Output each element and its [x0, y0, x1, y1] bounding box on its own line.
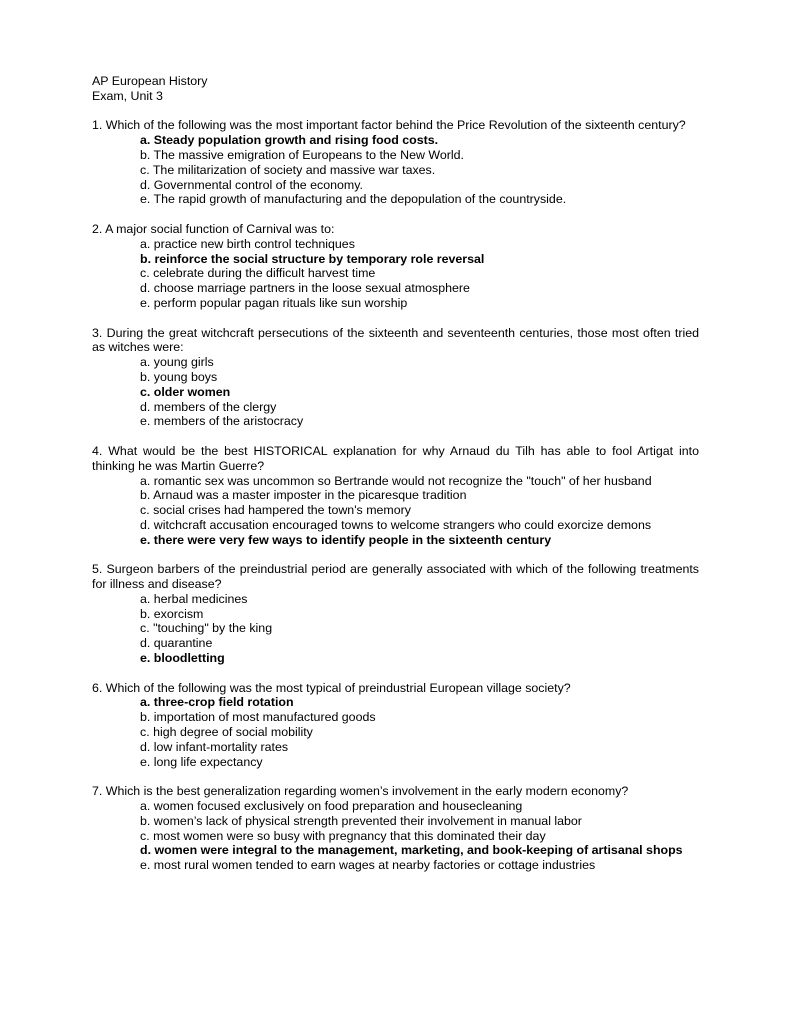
answer-option-c-correct: c. older women: [140, 384, 231, 399]
answer-option-b: b. importation of most manufactured goods: [140, 710, 376, 725]
answer-option-a: a. women focused exclusively on food preparation and housecleaning: [140, 799, 523, 814]
answer-option-b: b. The massive emigration of Europeans to the New World.: [140, 147, 464, 162]
exam-title: Exam, Unit 3: [92, 88, 163, 103]
answer-option-c: c. The militarization of society and massive war taxes.: [140, 162, 436, 177]
answer-option-a: a. herbal medicines: [140, 591, 248, 606]
question-text: 7. Which is the best generalization regarding women’s involvement in the early modern economy?: [92, 784, 629, 799]
answer-option-d: d. Governmental control of the economy.: [140, 177, 363, 192]
question-text: 3. During the great witchcraft persecutions of the sixteenth and seventeenth centuries, those most often tried as witches were:: [92, 325, 699, 355]
answer-option-e: e. most rural women tended to earn wages at nearby factories or cottage industries: [140, 858, 596, 873]
answer-option-a-correct: a. three-crop field rotation: [140, 695, 294, 710]
answer-options: [92, 695, 699, 769]
answer-options: [92, 355, 699, 429]
question-5: [92, 562, 699, 666]
answer-option-b: b. exorcism: [140, 606, 204, 621]
answer-option-b-correct: b. reinforce the social structure by temporary role reversal: [140, 251, 485, 266]
answer-option-e: e. perform popular pagan rituals like sun worship: [140, 295, 408, 310]
answer-options: [92, 133, 699, 207]
document-header: [92, 74, 699, 104]
answer-option-d: d. quarantine: [140, 636, 213, 651]
answer-option-d: d. witchcraft accusation encouraged towns to welcome strangers who could exorcize demons: [140, 517, 652, 532]
answer-option-c: c. most women were so busy with pregnancy that this dominated their day: [140, 828, 546, 843]
question-1: [92, 118, 699, 207]
answer-option-e: e. long life expectancy: [140, 754, 263, 769]
question-7: [92, 784, 699, 873]
answer-option-b: b. young boys: [140, 369, 218, 384]
answer-options: [92, 799, 699, 873]
answer-option-e-correct: e. there were very few ways to identify people in the sixteenth century: [140, 532, 552, 547]
course-title: AP European History: [92, 74, 208, 88]
question-4: [92, 444, 699, 548]
answer-option-e: e. members of the aristocracy: [140, 414, 304, 429]
answer-option-d-correct: d. women were integral to the management, marketing, and book-keeping of artisanal shops: [140, 843, 683, 858]
question-text: 4. What would be the best HISTORICAL explanation for why Arnaud du Tilh has able to fool Artigat into thinking he was Martin Guerre?: [92, 443, 699, 473]
question-text: 1. Which of the following was the most important factor behind the Price Revolution of the sixteenth century?: [92, 118, 686, 133]
question-text: 5. Surgeon barbers of the preindustrial period are generally associated with which of the following treatments for illness and disease?: [92, 562, 699, 592]
question-text: 6. Which of the following was the most typical of preindustrial European village society?: [92, 680, 571, 695]
answer-option-d: d. members of the clergy: [140, 399, 277, 414]
question-text: 2. A major social function of Carnival was to:: [92, 221, 335, 236]
answer-option-b: b. Arnaud was a master imposter in the picaresque tradition: [140, 488, 467, 503]
answer-option-a: a. practice new birth control techniques: [140, 236, 355, 251]
answer-option-e: e. The rapid growth of manufacturing and the depopulation of the countryside.: [140, 192, 567, 207]
question-3: [92, 326, 699, 430]
answer-options: [92, 474, 699, 548]
question-2: [92, 222, 699, 311]
question-6: [92, 681, 699, 770]
answer-option-d: d. low infant-mortality rates: [140, 739, 289, 754]
answer-option-c: c. "touching" by the king: [140, 621, 273, 636]
answer-options: [92, 237, 699, 311]
answer-option-a-correct: a. Steady population growth and rising food costs.: [140, 133, 439, 148]
answer-option-a: a. young girls: [140, 355, 214, 370]
answer-option-c: c. celebrate during the difficult harvest time: [140, 266, 376, 281]
answer-option-c: c. high degree of social mobility: [140, 725, 313, 740]
answer-option-c: c. social crises had hampered the town's memory: [140, 503, 411, 518]
answer-options: [92, 592, 699, 666]
answer-option-e-correct: e. bloodletting: [140, 651, 225, 666]
answer-option-d: d. choose marriage partners in the loose sexual atmosphere: [140, 281, 470, 296]
answer-option-a: a. romantic sex was uncommon so Bertrande would not recognize the "touch" of her husband: [140, 473, 652, 488]
answer-option-b: b. women’s lack of physical strength prevented their involvement in manual labor: [140, 813, 582, 828]
